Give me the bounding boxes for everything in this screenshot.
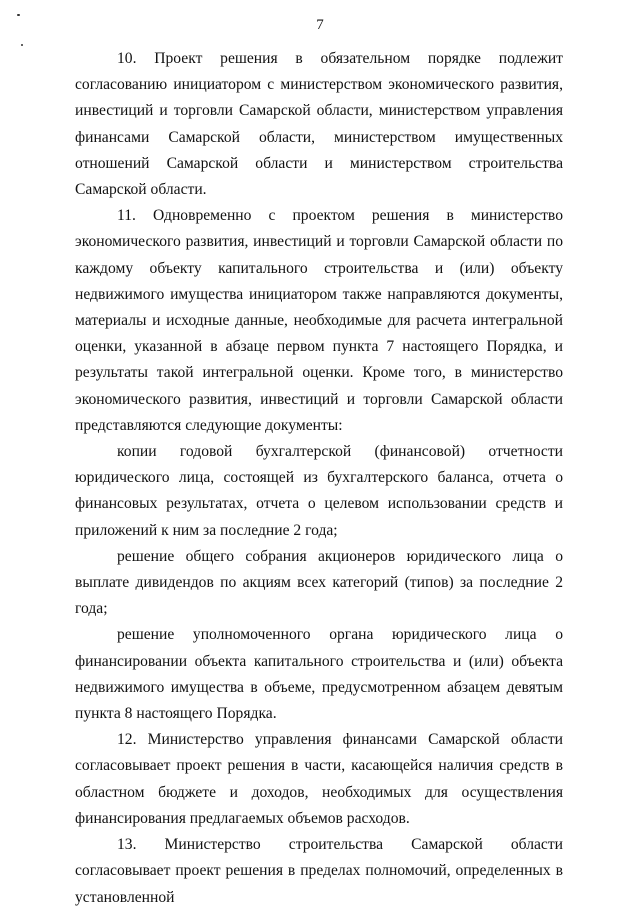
paragraph-13: 13. Министерство строительства Самарской области согласовывает проект решения в пределах полномочий, определенных в установленной [75,836,563,906]
list-item-financing-decision: решение уполномоченного органа юридического лица о финансировании объекта капитального строительства и (или) объекта недвижимого имущества в объеме, предусмотренном абзацем девятым пункта 8 настоящего Порядка. [75,626,563,723]
paragraph-11: 11. Одновременно с проектом решения в министерство экономического развития, инвестиций и торговли Самарской области по каждому объекту капитального строительства и (или) объекту недвижимого имущества инициатором также направляются документы, материалы и исходные данные, необходимые для расчета интегральной оценки, указанной в абзаце первом пункта 7 настоящего Порядка, и результаты такой интегральной оценки. Кроме того, в министерство экономического развития, инвестиций и торговли Самарской области представляются следующие документы: [75,207,563,434]
paragraph-10: 10. Проект решения в обязательном порядке подлежит согласованию инициатором с министерством экономического развития, инвестиций и торговли Самарской области, министерством управления финансами Самарской области, министерством имущественных отношений Самарской области и министерством строительства Самарской области. [75,50,563,199]
list-item-dividends-decision: решение общего собрания акционеров юридического лица о выплате дивидендов по акциям всех категорий (типов) за последние 2 года; [75,547,563,618]
paragraph-12: 12. Министерство управления финансами Самарской области согласовывает проект решения в части, касающейся наличия средств в областном бюджете и доходов, необходимых для осуществления финансирования предлагаемых объемов расходов. [75,731,563,827]
document-body [75,46,563,911]
list-item-financial-statements: копии годовой бухгалтерской (финансовой) отчетности юридического лица, состоящей из бухгалтерского баланса, отчета о финансовых результатах, отчета о целевом использовании средств и приложений к ним за последние 2 года; [75,443,563,539]
scan-speck [21,44,23,46]
page-number: 7 [316,17,324,33]
